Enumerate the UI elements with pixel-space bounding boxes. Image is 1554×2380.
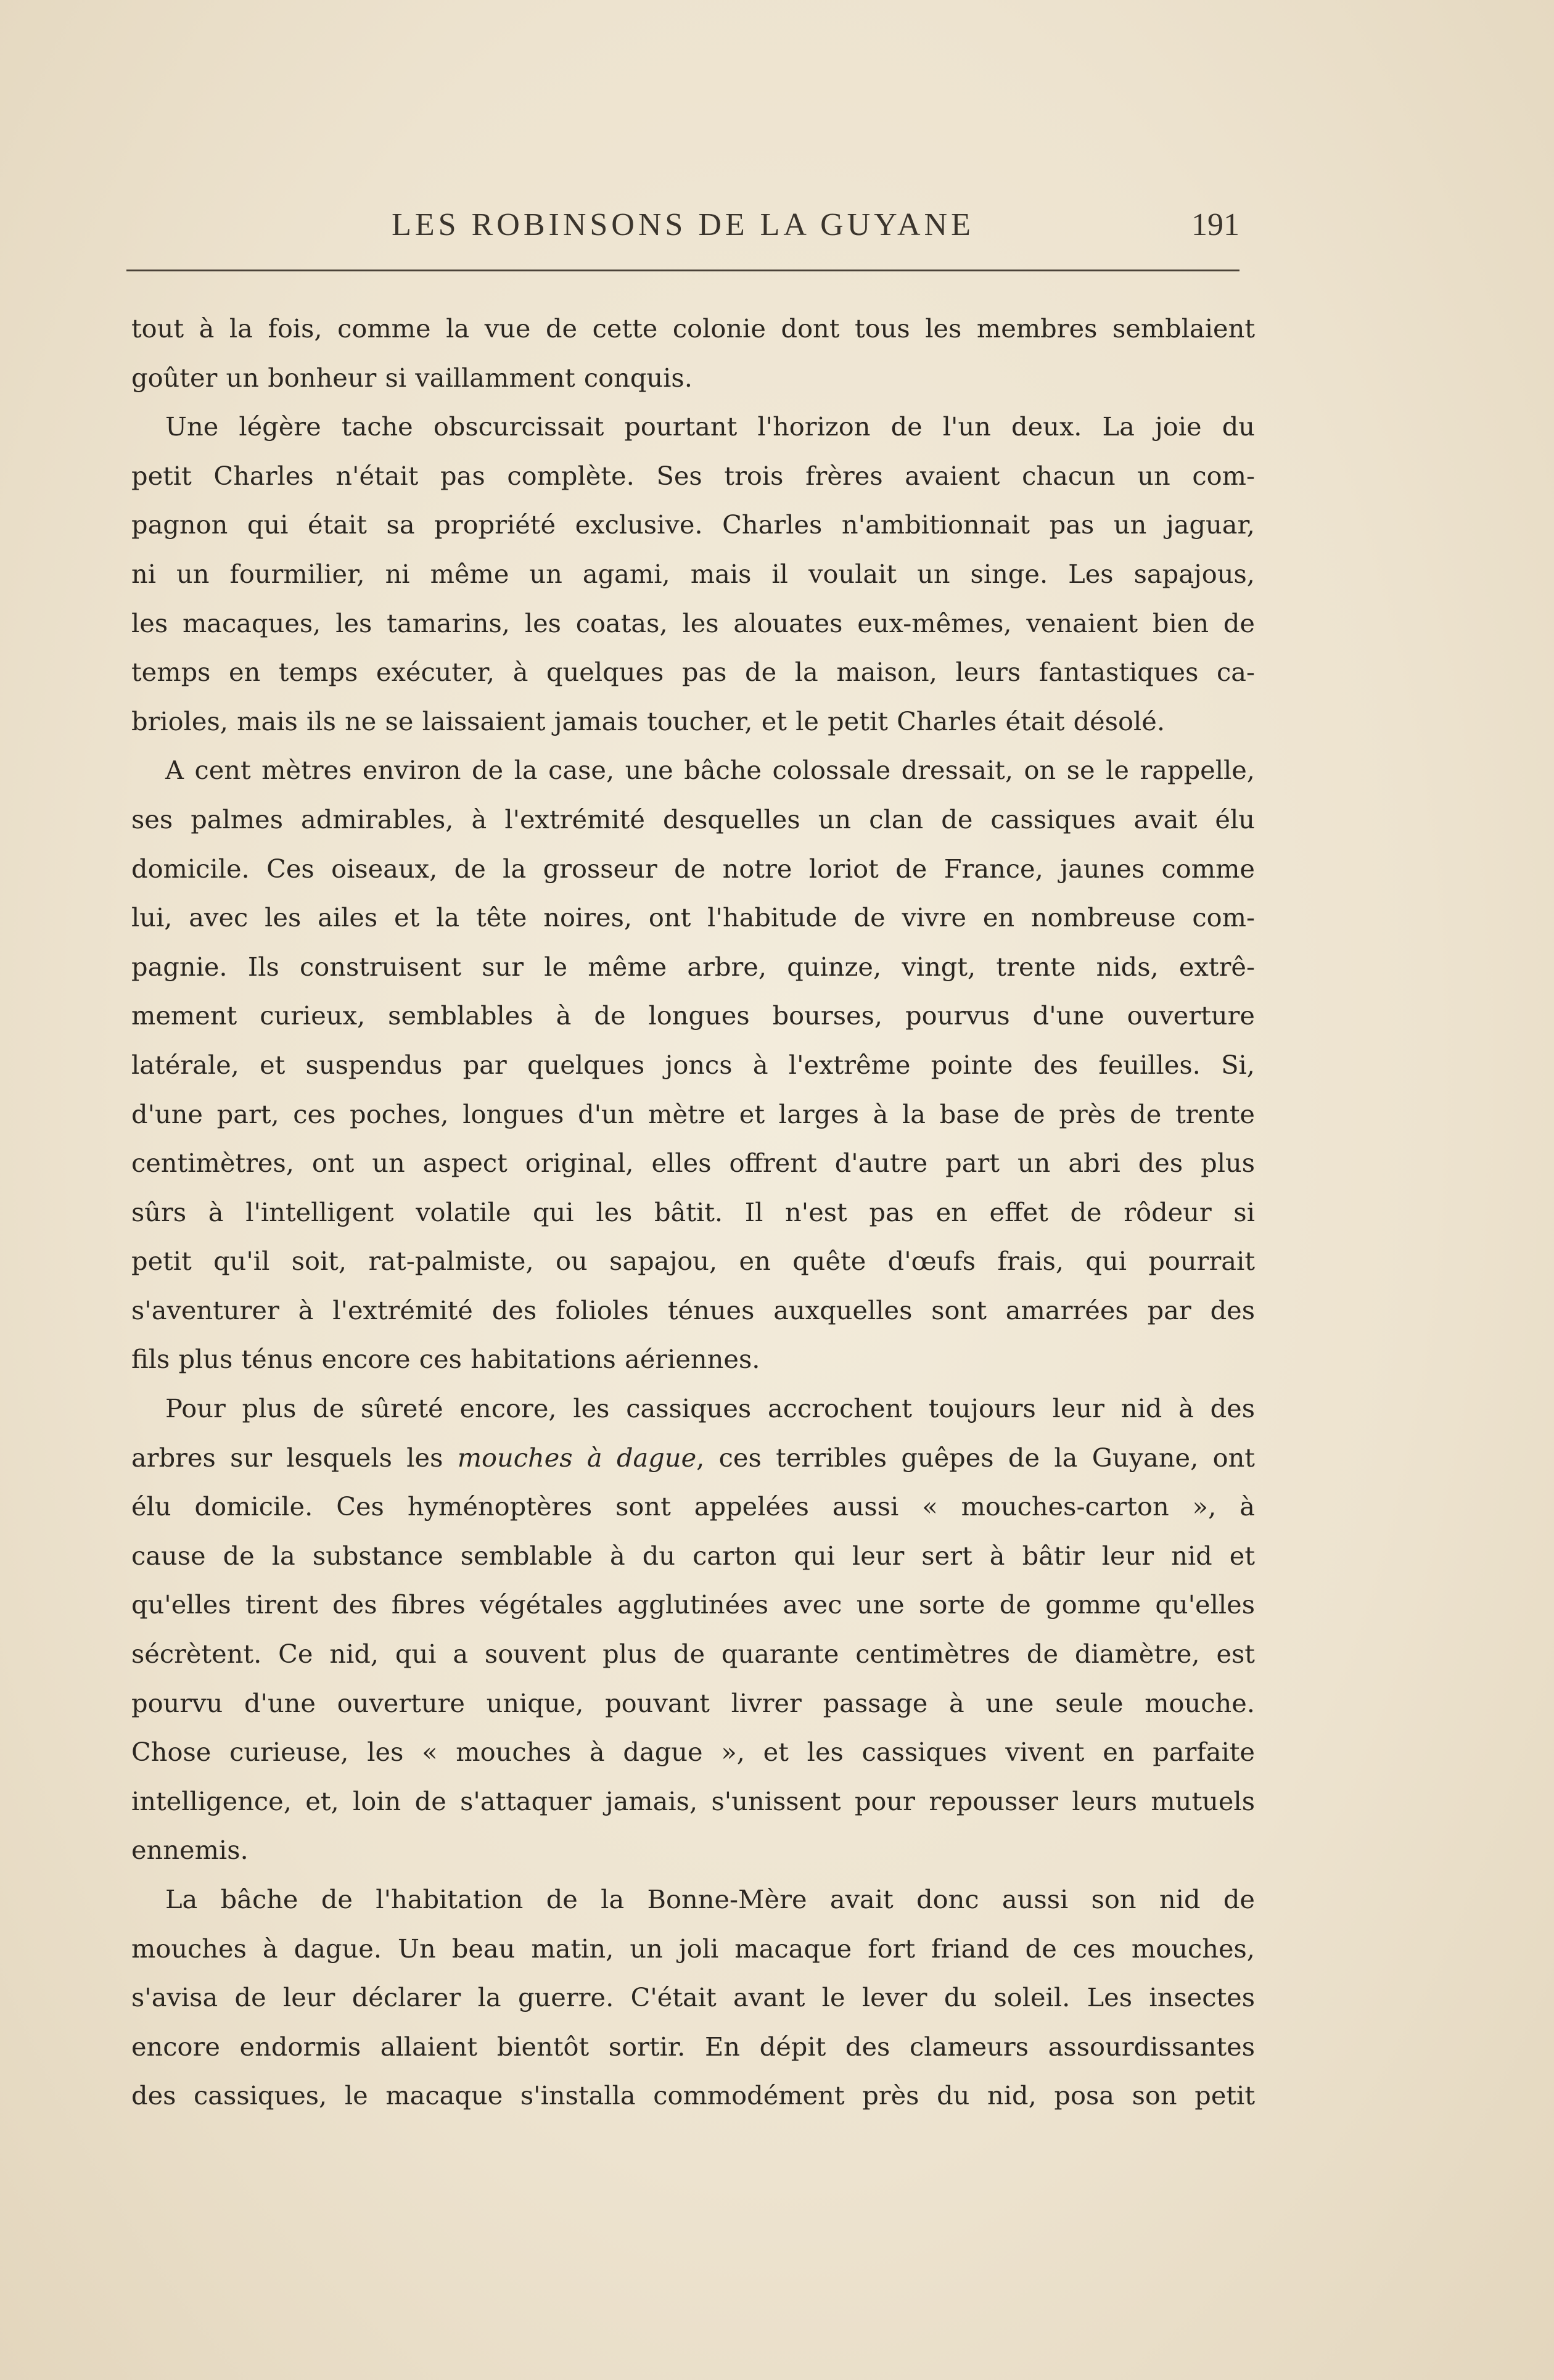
text-line: cause de la substance semblable à du carton qui leur sert à bâtir leur nid et: [131, 1540, 1255, 1571]
page-number: 191: [1191, 207, 1240, 242]
text-line: sûrs à l'intelligent volatile qui les bâtit. Il n'est pas en effet de rôdeur si: [131, 1196, 1255, 1227]
text-line: Pour plus de sûreté encore, les cassiques accrochent toujours leur nid à des: [165, 1393, 1255, 1424]
text-line: petit Charles n'était pas complète. Ses trois frères avaient chacun un com-: [131, 460, 1255, 491]
text-line: sécrètent. Ce nid, qui a souvent plus de quarante centimètres de diamètre, est: [131, 1639, 1255, 1670]
text-line: petit qu'il soit, rat-palmiste, ou sapajou, en quête d'œufs frais, qui pourrait: [131, 1246, 1255, 1277]
text-line: A cent mètres environ de la case, une bâche colossale dressait, on se le rappelle,: [165, 755, 1255, 786]
page-header: [126, 200, 1240, 250]
text-line: d'une part, ces poches, longues d'un mètre et larges à la base de près de trente: [131, 1098, 1255, 1129]
text-line: Chose curieuse, les « mouches à dague », et les cassiques vivent en parfaite: [131, 1737, 1255, 1768]
text-line: pourvu d'une ouverture unique, pouvant livrer passage à une seule mouche.: [131, 1687, 1255, 1718]
text-segment: , ces terribles guêpes de la Guyane, ont: [696, 1442, 1255, 1473]
text-line: temps en temps exécuter, à quelques pas de la maison, leurs fantastiques ca-: [131, 657, 1255, 688]
text-line: s'avisa de leur déclarer la guerre. C'était avant le lever du soleil. Les insectes: [131, 1982, 1255, 2013]
header-rule: [126, 270, 1240, 271]
text-line: mement curieux, semblables à de longues bourses, pourvus d'une ouverture: [131, 1000, 1255, 1031]
text-line: [131, 1433, 1255, 1483]
text-line: Une légère tache obscurcissait pourtant l'horizon de l'un deux. La joie du: [165, 411, 1255, 442]
text-line: ses palmes admirables, à l'extrémité desquelles un clan de cassiques avait élu: [131, 804, 1255, 834]
text-line: ennemis.: [131, 1835, 249, 1866]
body-text: [131, 304, 1255, 2120]
text-line: lui, avec les ailes et la tête noires, ont l'habitude de vivre en nombreuse com-: [131, 902, 1255, 933]
running-title: LES ROBINSONS DE LA GUYANE: [392, 207, 974, 242]
text-line: ni un fourmilier, ni même un agami, mais il voulait un singe. Les sapajous,: [131, 558, 1255, 589]
text-line: des cassiques, le macaque s'installa commodément près du nid, posa son petit: [131, 2080, 1255, 2111]
text-line: pagnie. Ils construisent sur le même arbre, quinze, vingt, trente nids, extrê-: [131, 951, 1255, 982]
text-line: encore endormis allaient bientôt sortir. En dépit des clameurs assourdissantes: [131, 2031, 1255, 2062]
text-line: tout à la fois, comme la vue de cette colonie dont tous les membres semblaient: [131, 313, 1255, 344]
text-line: centimètres, ont un aspect original, elles offrent d'autre part un abri des plus: [131, 1148, 1255, 1179]
text-line: élu domicile. Ces hyménoptères sont appelées aussi « mouches-carton », à: [131, 1491, 1255, 1522]
text-line: pagnon qui était sa propriété exclusive. Charles n'ambitionnait pas un jaguar,: [131, 509, 1255, 540]
text-segment: arbres sur lesquels les: [131, 1442, 458, 1473]
text-line: latérale, et suspendus par quelques joncs à l'extrême pointe des feuilles. Si,: [131, 1049, 1255, 1080]
text-line: les macaques, les tamarins, les coatas, les alouates eux-mêmes, venaient bien de: [131, 607, 1255, 638]
text-line: domicile. Ces oiseaux, de la grosseur de notre loriot de France, jaunes comme: [131, 853, 1255, 884]
text-line: qu'elles tirent des fibres végétales agglutinées avec une sorte de gomme qu'elles: [131, 1589, 1255, 1620]
text-line: brioles, mais ils ne se laissaient jamais toucher, et le petit Charles était désolé.: [131, 706, 1166, 736]
text-block: [131, 304, 1255, 2120]
text-line: s'aventurer à l'extrémité des folioles ténues auxquelles sont amarrées par des: [131, 1295, 1255, 1325]
text-line: mouches à dague. Un beau matin, un joli macaque fort friand de ces mouches,: [131, 1933, 1255, 1964]
text-line: fils plus ténus encore ces habitations aériennes.: [131, 1344, 760, 1375]
italic-term: mouches à dague: [457, 1442, 697, 1473]
text-line: intelligence, et, loin de s'attaquer jamais, s'unissent pour repousser leurs mutuels: [131, 1785, 1255, 1816]
text-line: La bâche de l'habitation de la Bonne-Mère avait donc aussi son nid de: [165, 1884, 1255, 1914]
text-line: goûter un bonheur si vaillamment conquis.: [131, 362, 693, 393]
